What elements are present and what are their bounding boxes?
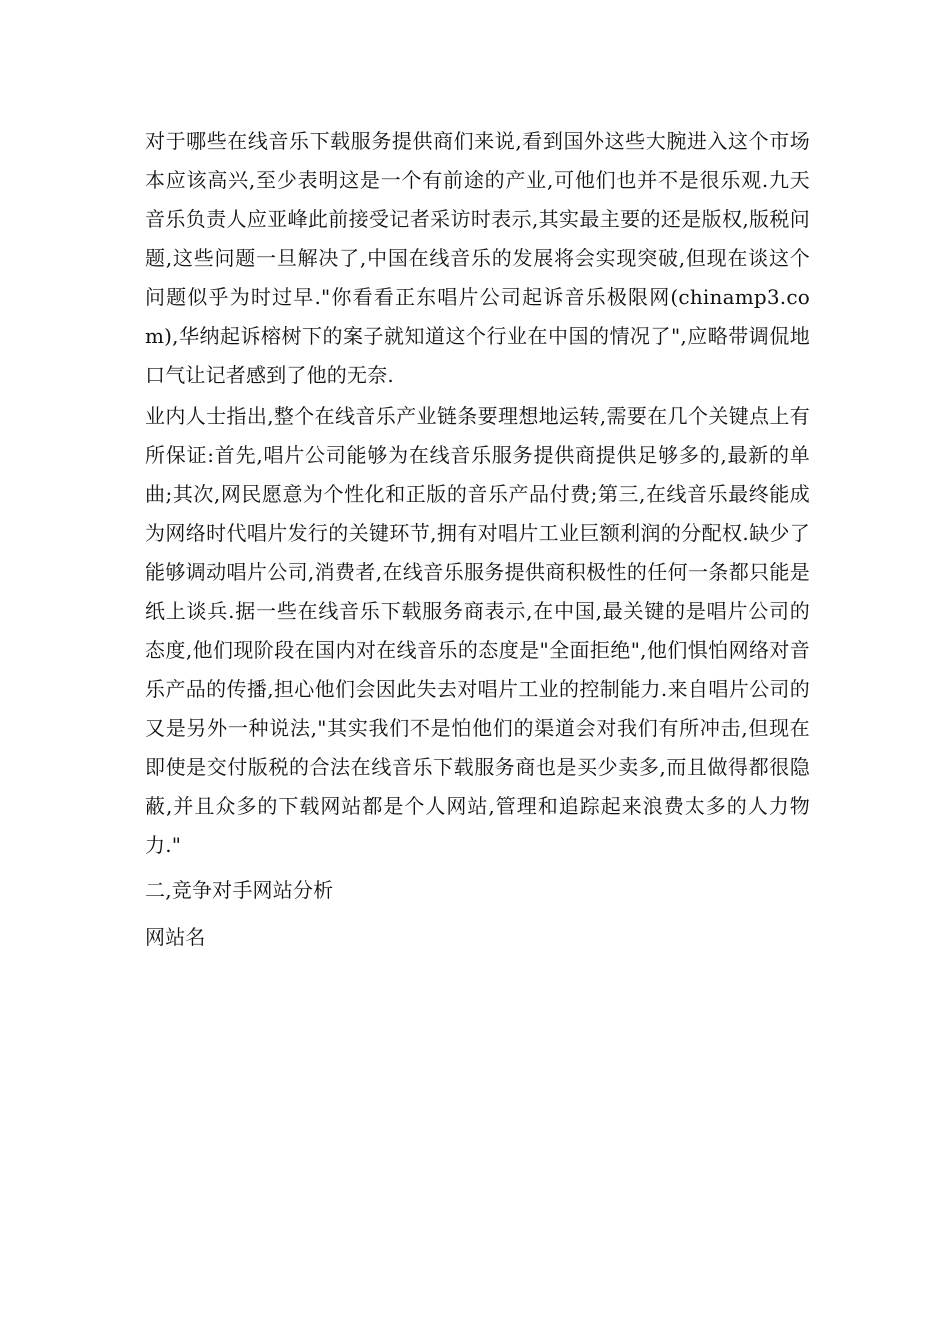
table-label-site-name: 网站名 bbox=[145, 925, 206, 949]
paragraph-industry-chain: 业内人士指出,整个在线音乐产业链条要理想地运转,需要在几个关键点上有所保证:首先,唱片公司能够为在线音乐服务提供商提供足够多的,最新的单曲;其次,网民愿意为个性化和正版的音乐产品付费;第三,在线音乐最终能成为网络时代唱片发行的关键环节,拥有对唱片工业巨额利润的分配权.缺少了能够调动唱片公司,消费者,在线音乐服务提供商积极性的任何一条都只能是纸上谈兵.据一些在线音乐下载服务商表示,在中国,最关键的是唱片公司的态度,他们现阶段在国内对在线音乐的态度是"全面拒绝",他们惧怕网络对音乐产品的传播,担心他们会因此失去对唱片工业的控制能力.来自唱片公司的又是另外一种说法,"其实我们不是怕他们的渠道会对我们有所冲击,但现在即使是交付版税的合法在线音乐下载服务商也是买少卖多,而且做得都很隐蔽,并且众多的下载网站都是个人网站,管理和追踪起来浪费太多的人力物力." bbox=[145, 404, 810, 857]
paragraph-online-music-providers: 对于哪些在线音乐下载服务提供商们来说,看到国外这些大腕进入这个市场本应该高兴,至少表明这是一个有前途的产业,可他们也并不是很乐观.九天音乐负责人应亚峰此前接受记者采访时表示,其实最主要的还是版权,版税问题,这些问题一旦解决了,中国在线音乐的发展将会实现突破,但现在谈这个问题似乎为时过早."你看看正东唱片公司起诉音乐极限网(chinamp3.com),华纳起诉榕树下的案子就知道这个行业在中国的情况了",应略带调侃地口气让记者感到了他的无奈. bbox=[145, 129, 810, 387]
document-body bbox=[145, 122, 810, 957]
section-heading: 二,竞争对手网站分析 bbox=[145, 878, 334, 902]
